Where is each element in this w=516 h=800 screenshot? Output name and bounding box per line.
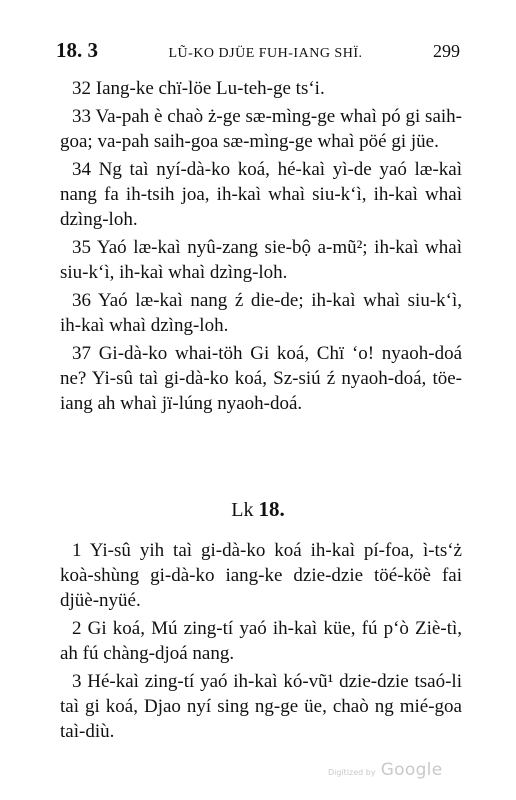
verses-section-top: [60, 76, 462, 419]
digitized-by-text: Digitized by: [328, 768, 376, 777]
verse-1: 1 Yi-sû yih taì gi-dà-ko koá ih-kaì pí-foa, ì-ts‘ż koà-shùng gi-dà-ko iang-ke dzie-dzie töé-köè fai djüè-nyüé.: [60, 540, 462, 611]
verse-33: 33 Va-pah è chaò ż-ge sæ-mìng-ge whaì pó gi saih-goa; va-pah saih-goa sæ-mìng-ge whaì pöé gi jüe.: [60, 106, 462, 152]
verses-section-bottom: [60, 538, 462, 747]
page-header: [56, 38, 460, 62]
verse-32: 32 Iang-ke chï-löe Lu-teh-ge ts‘i.: [72, 78, 325, 99]
verse-34: 34 Ng taì nyí-dà-ko koá, hé-kaì yì-de yaó læ-kaì nang fa ih-tsih joa, ih-kaì whaì siu-k‘ì, ih-kaì whaì dzìng-loh.: [60, 159, 462, 230]
verse-2: 2 Gi koá, Mú zing-tí yaó ih-kaì küe, fú p‘ò Ziè-tì, ah fú chàng-djoá nang.: [60, 618, 462, 664]
verse-3: 3 Hé-kaì zing-tí yaó ih-kaì kó-vũ¹ dzie-dzie tsaó-li taì gi koá, Djao nyí sing ng-ge üe, chaò ng mié-goa taì-diù.: [60, 671, 462, 742]
verse-35: 35 Yaó læ-kaì nyû-zang sie-bộ a-mũ²; ih-kaì whaì siu-k‘ì, ih-kaì whaì dzìng-loh.: [60, 237, 462, 283]
chapter-heading-prefix: Lk: [231, 499, 254, 521]
running-title: LŨ-KO DJÜE FUH-IANG SHÏ.: [168, 46, 363, 61]
chapter-heading: [0, 497, 516, 522]
google-watermark: [328, 760, 442, 780]
verse-37: 37 Gi-dà-ko whai-töh Gi koá, Chï ‘o! nyaoh-doá ne? Yi-sû taì gi-dà-ko koá, Sz-siú ź nyaoh-doá, töe-iang ah whaì jï-lúng nyaoh-doá.: [60, 343, 462, 414]
google-logo: Google: [380, 760, 443, 780]
chapter-heading-number: 18.: [258, 497, 285, 521]
running-chapter-number: 18. 3: [56, 38, 98, 62]
page-number: 299: [433, 41, 460, 61]
verse-36: 36 Yaó læ-kaì nang ź die-de; ih-kaì whaì siu-k‘ì, ih-kaì whaì dzìng-loh.: [60, 290, 462, 336]
